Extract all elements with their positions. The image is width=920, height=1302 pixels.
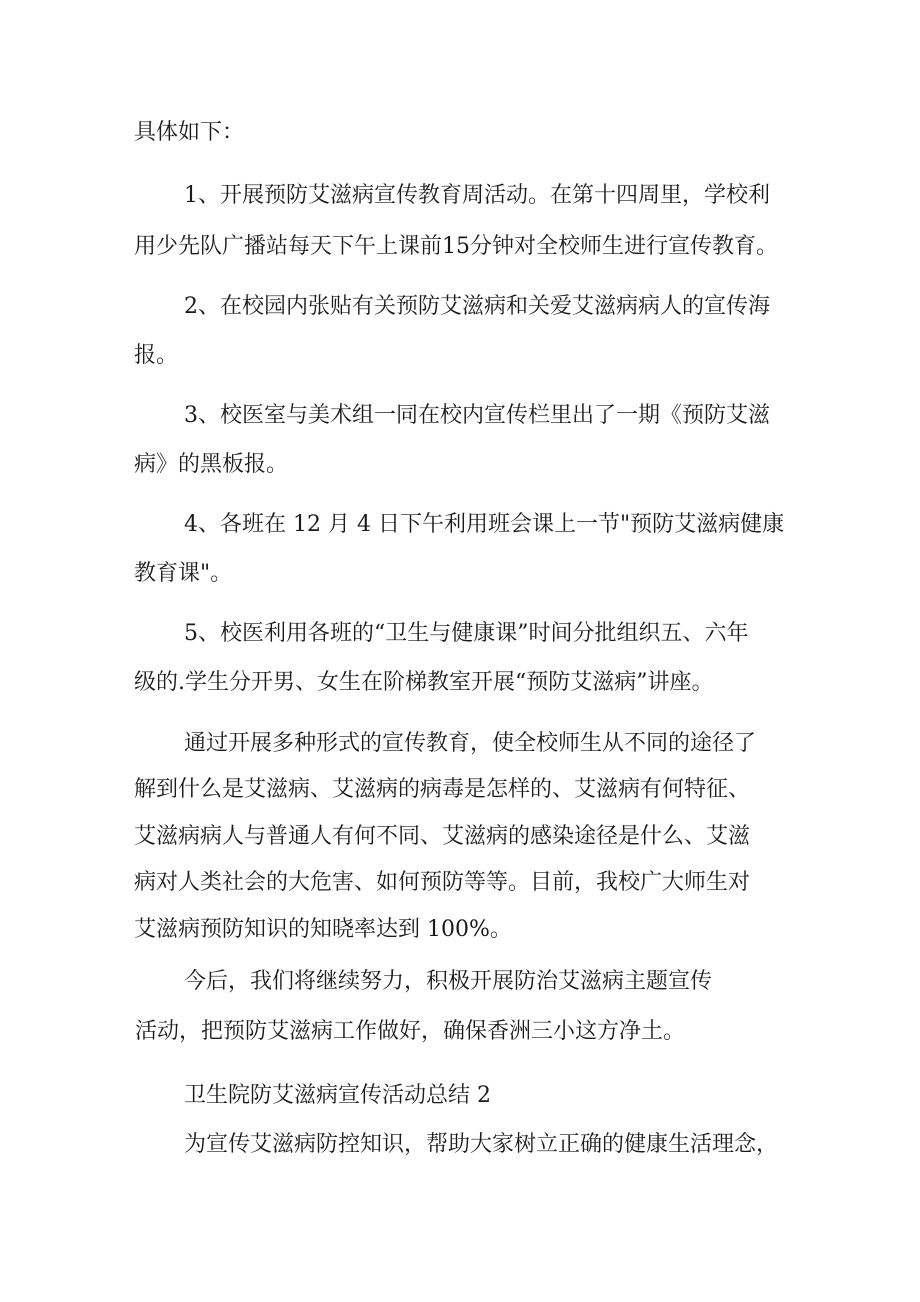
- item-5-line-1: 5、校医利用各班的“卫生与健康课”时间分批组织五、六年: [184, 621, 749, 646]
- item-4-line-2: 教育课"。: [134, 561, 233, 586]
- item-3-line-2: 病》的黑板报。: [134, 452, 289, 477]
- future-line-2: 活动，把预防艾滋病工作做好，确保香洲三小这方净土。: [135, 1019, 686, 1044]
- item-1-line-2: 用少先队广播站每天下午上课前15分钟对全校师生进行宣传教育。: [134, 234, 778, 259]
- item-1-line-1: 1、开展预防艾滋病宣传教育周活动。在第十四周里，学校利: [184, 183, 770, 208]
- item-2-line-1: 2、在校园内张贴有关预防艾滋病和关爱艾滋病病人的宣传海: [184, 294, 770, 319]
- section-title: 卫生院防艾滋病宣传活动总结 2: [184, 1083, 491, 1108]
- closing-line: 为宣传艾滋病防控知识，帮助大家树立正确的健康生活理念，: [184, 1132, 779, 1157]
- summary-line-4: 病对人类社会的大危害、如何预防等等。目前，我校广大师生对: [134, 870, 751, 895]
- intro-line: 具体如下：: [134, 120, 245, 145]
- future-line-1: 今后，我们将继续努力，积极开展防治艾滋病主题宣传: [184, 969, 713, 994]
- summary-line-3: 艾滋病病人与普通人有何不同、艾滋病的感染途径是什么、艾滋: [134, 824, 751, 849]
- item-2-line-2: 报。: [134, 343, 179, 368]
- summary-line-2: 解到什么是艾滋病、艾滋病的病毒是怎样的、艾滋病有何特征、: [134, 777, 751, 802]
- item-3-line-1: 3、校医室与美术组一同在校内宣传栏里出了一期《预防艾滋: [184, 403, 770, 428]
- summary-line-1: 通过开展多种形式的宣传教育，使全校师生从不同的途径了: [184, 731, 757, 756]
- summary-line-5: 艾滋病预防知识的知晓率达到 100%。: [134, 917, 512, 942]
- item-4-line-1: 4、各班在 12 月 4 日下午利用班会课上一节"预防艾滋病健康: [184, 512, 785, 537]
- item-5-line-2: 级的.学生分开男、女生在阶梯教室开展“预防艾滋病”讲座。: [134, 670, 714, 695]
